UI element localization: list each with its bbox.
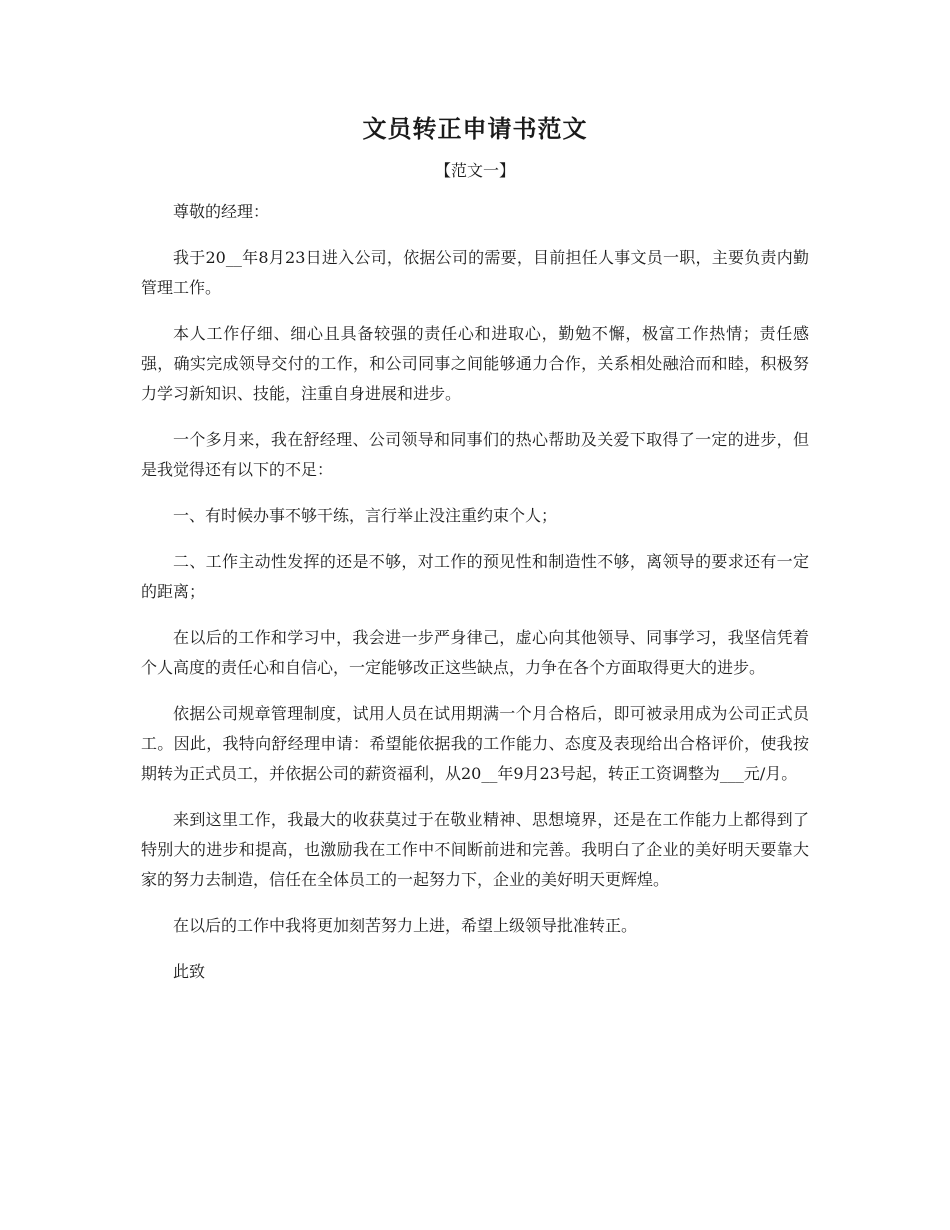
paragraph-6: 在以后的工作和学习中，我会进一步严身律己，虚心向其他领导、同事学习，我坚信凭着个人高度的责任心和自信心，一定能够改正这些缺点，力争在各个方面取得更大的进步。 xyxy=(141,628,809,677)
paragraph-7: 依据公司规章管理制度，试用人员在试用期满一个月合格后，即可被录用成为公司正式员工。因此，我特向舒经理申请：希望能依据我的工作能力、态度及表现给出合格评价，使我按期转为正式员工，并依据公司的薪资福利，从20__年9月23号起，转正工资调整为___元/月。 xyxy=(141,704,809,783)
paragraph-8: 来到这里工作，我最大的收获莫过于在敬业精神、思想境界，还是在工作能力上都得到了特别大的进步和提高，也激励我在工作中不间断前进和完善。我明白了企业的美好明天要靠大家的努力去制造，信任在全体员工的一起努力下，企业的美好明天更辉煌。 xyxy=(141,810,809,889)
paragraph-3: 一个多月来，我在舒经理、公司领导和同事们的热心帮助及关爱下取得了一定的进步，但是我觉得还有以下的不足： xyxy=(141,430,809,479)
document-body xyxy=(141,197,809,1003)
paragraph-4: 一、有时候办事不够干练，言行举止没注重约束个人； xyxy=(173,506,558,525)
paragraph-5: 二、工作主动性发挥的还是不够，对工作的预见性和制造性不够，离领导的要求还有一定的距离； xyxy=(141,552,809,601)
paragraph-2: 本人工作仔细、细心且具备较强的责任心和进取心，勤勉不懈，极富工作热情；责任感强，确实完成领导交付的工作，和公司同事之间能够通力合作，关系相处融洽而和睦，积极努力学习新知识、技能，注重自身进展和进步。 xyxy=(141,324,809,403)
closing: 此致 xyxy=(173,962,206,981)
salutation: 尊敬的经理： xyxy=(173,202,270,221)
paragraph-9: 在以后的工作中我将更加刻苦努力上进，希望上级领导批准转正。 xyxy=(173,916,638,935)
paragraph-1: 我于20__年8月23日进入公司，依据公司的需要，目前担任人事文员一职，主要负责内勤管理工作。 xyxy=(141,248,809,297)
document-title: 文员转正申请书范文 xyxy=(362,114,588,143)
document-subtitle: 【范文一】 xyxy=(434,161,515,180)
